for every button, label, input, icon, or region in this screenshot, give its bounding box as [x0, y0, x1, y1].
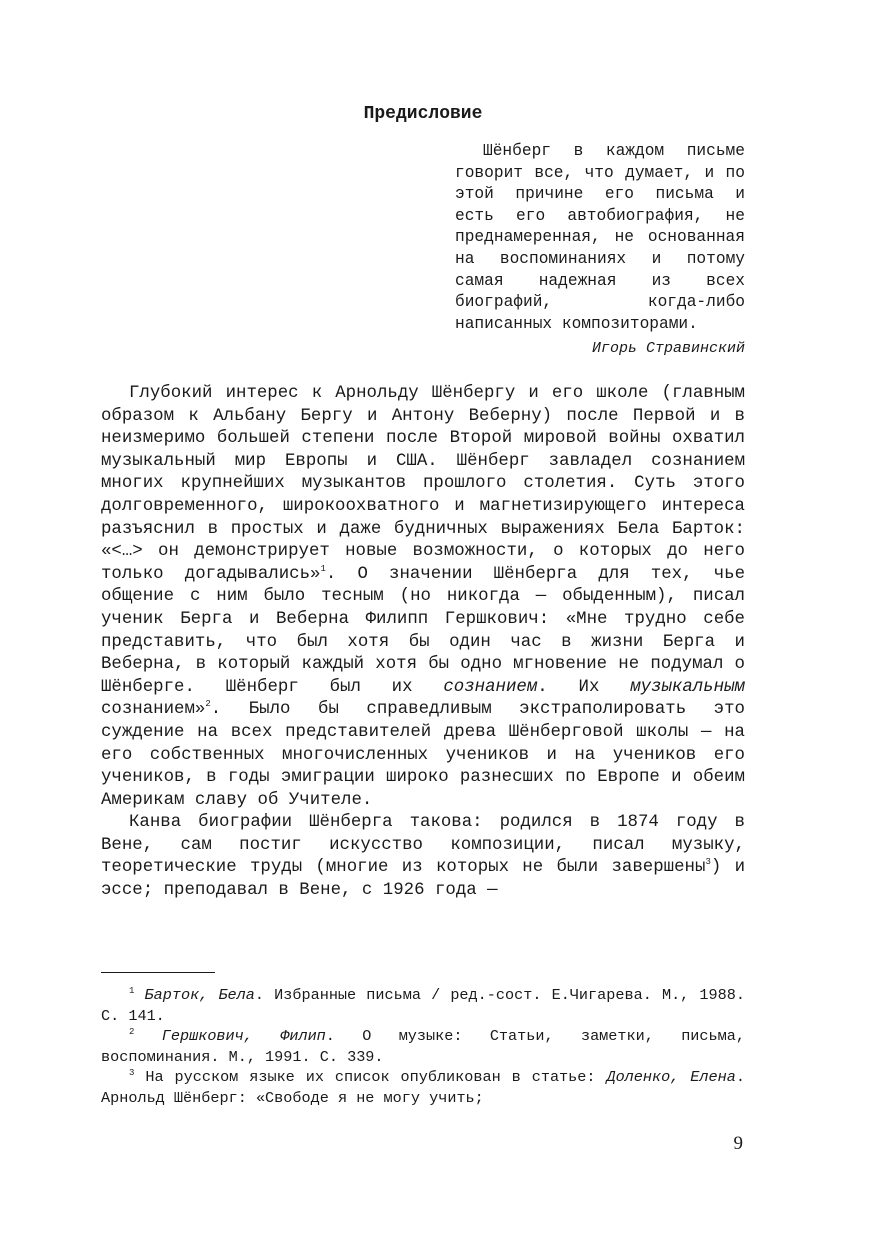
paragraph-text: . О значении Шёнберга для тех, чье общение с ним было тесным (но никогда — обыденным), писал ученик Берга и Веберна Филипп Гершкович: «Мне трудно себе представить, что был хотя бы один час в жизни Берга и Веберна, в который каждый хотя бы одно мгновение не подумал о Шёнберге. Шёнберг был их	[101, 564, 745, 697]
epigraph	[455, 141, 745, 335]
paragraph-text: сознанием»	[101, 700, 206, 720]
paragraph-text: ) и эссе; преподавал в Вене, с 1926 года —	[101, 858, 746, 901]
footnote-ref-1: 1	[320, 563, 326, 574]
footnote-number: 2	[129, 1027, 135, 1038]
body-text	[101, 383, 745, 903]
paragraph-1	[101, 383, 745, 812]
footnote-text: . Избранные письма / ред.-сост. Е.Чигарева. М., 1988. С. 141.	[101, 986, 745, 1025]
emphasis-text: сознанием	[443, 677, 538, 697]
footnote-3	[101, 1067, 745, 1108]
footnote-author: Доленко, Елена	[606, 1068, 736, 1087]
emphasis-text: музыкальным	[630, 677, 745, 697]
footnote-text: . О музыке: Статьи, заметки, письма, воспоминания. М., 1991. С. 339.	[101, 1027, 745, 1066]
footnote-number: 1	[129, 985, 135, 996]
page-title: Предисловие	[363, 104, 483, 124]
paragraph-text: . Их	[537, 677, 631, 697]
paragraph-text: . Было бы справедливым экстраполировать это суждение на всех представителей древа Шёнберговой школы — на его собственных многочисленных учеников и на учеников его учеников, в годы эмиграции широко разнесших по Европе и обеим Америкам славу об Учителе.	[101, 700, 745, 810]
footnote-ref-2: 2	[205, 699, 211, 710]
epigraph-text: Шёнберг в каждом письме говорит все, что думает, и по этой причине его письма и есть его автобиография, не преднамеренная, не основанная на воспоминаниях и потому самая надежная из всех биографий, когда-либо написанных композиторами.	[455, 142, 745, 333]
footnote-1	[101, 985, 745, 1026]
footnote-text: . Арнольд Шёнберг: «Свободе я не могу учить;	[101, 1068, 745, 1107]
paragraph-text: Канва биографии Шёнберга такова: родился в 1874 году в Вене, сам постиг искусство композиции, писал музыку, теоретические труды (многие из которых не были завершены	[101, 813, 745, 878]
footnote-author: Гершкович, Филип	[161, 1027, 326, 1046]
footnote-number: 3	[129, 1068, 135, 1079]
footnote-ref-3: 3	[705, 857, 711, 868]
footnote-author: Барток, Бела	[144, 986, 255, 1004]
footnote-2	[101, 1026, 745, 1067]
epigraph-author: Игорь Стравинский	[591, 340, 745, 357]
footnotes	[101, 985, 745, 1109]
page-number: 9	[733, 1133, 743, 1154]
footnote-divider	[101, 972, 215, 973]
footnote-text: На русском языке их список опубликован в статье:	[134, 1068, 607, 1087]
paragraph-2	[101, 812, 745, 902]
paragraph-text: Глубокий интерес к Арнольду Шёнбергу и его школе (главным образом к Альбану Бергу и Антону Веберну) после Первой и в неизмеримо большей степени после Второй мировой войны охватил музыкальный мир Европы и США. Шёнберг завладел сознанием многих крупнейших музыкантов прошлого столетия. Суть этого долговременного, широкоохватного и магнетизирующего интереса разъяснил в простых и даже будничных выражениях Бела Барток: «<…> он демонстрирует новые возможности, о которых до него только догадывались»	[101, 384, 745, 584]
